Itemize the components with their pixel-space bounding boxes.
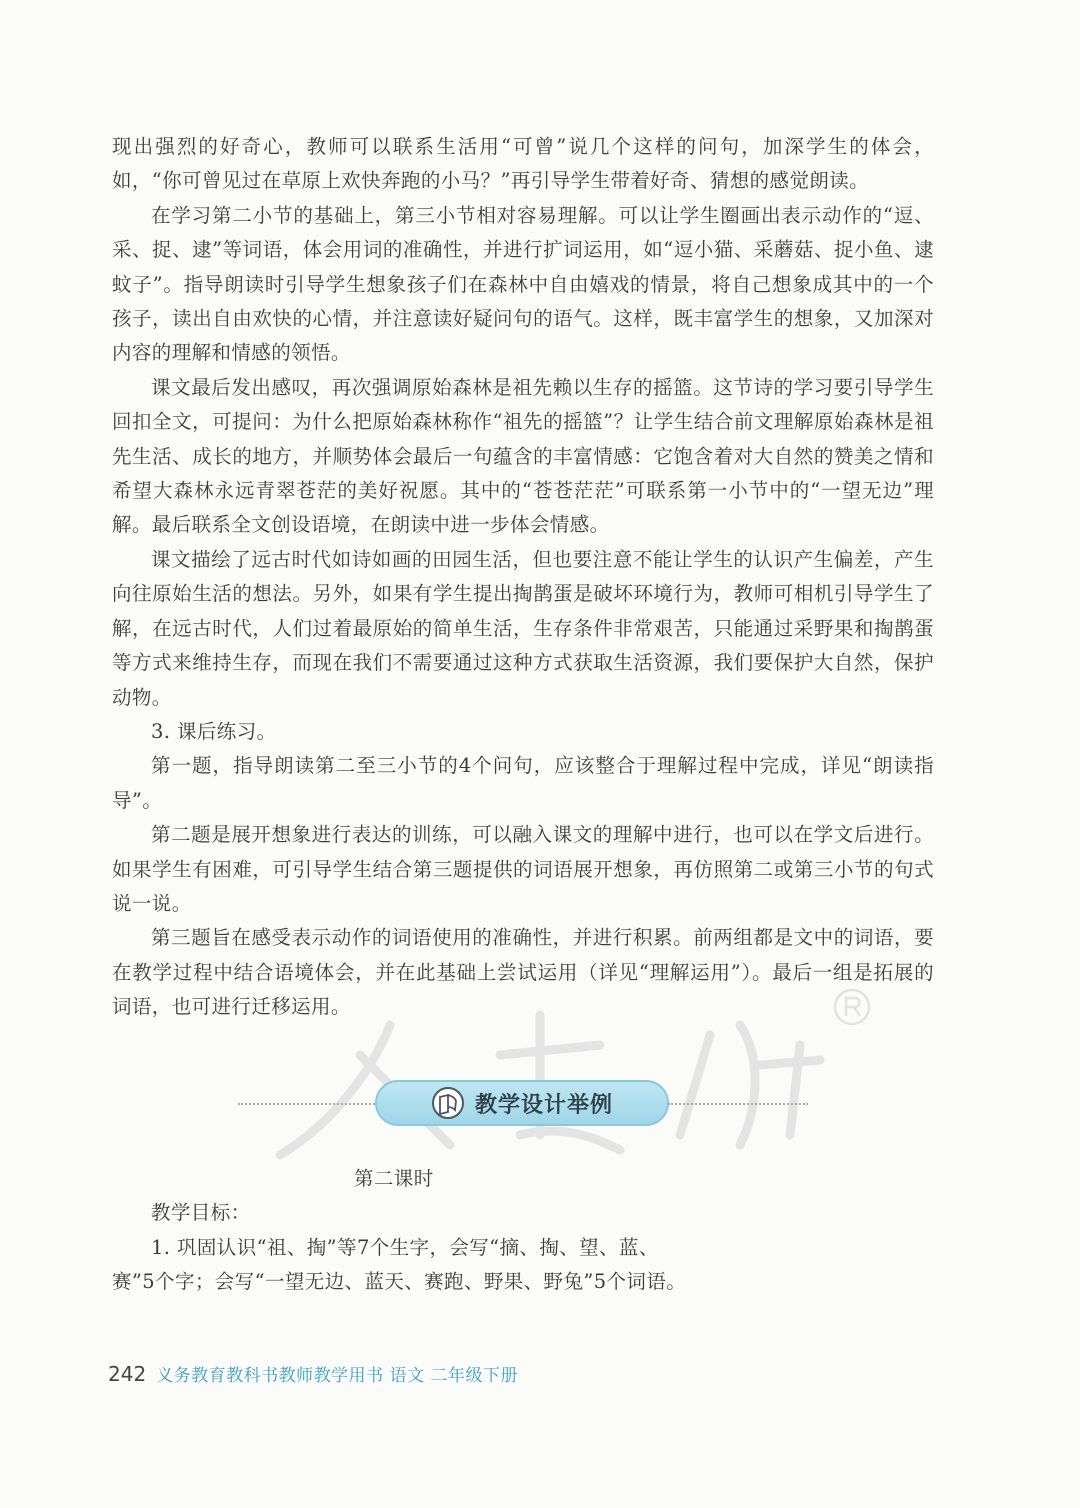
paragraph: 第二题是展开想象进行表达的训练，可以融入课文的理解中进行，也可以在学文后进行。如果学生有困难，可引导学生结合第三题提供的词语展开想象，再仿照第二或第三小节的句式说一说。 [112, 823, 934, 915]
paragraph: 3. 课后练习。 [151, 719, 277, 743]
section-header [238, 1078, 808, 1130]
lesson-plan [112, 1162, 692, 1300]
goal-item: 1. 巩固认识“祖、掏”等7个生字，会写“摘、掏、望、蓝、赛”5个字；会写“一望无边、蓝天、赛跑、野果、野兔”5个词语。 [112, 1235, 687, 1294]
paragraph: 在学习第二小节的基础上，第三小节相对容易理解。可以让学生圈画出表示动作的“逗、采、捉、逮”等词语，体会用词的准确性，并进行扩词运用，如“逗小猫、采蘑菇、捉小鱼、逮蚊子”。指导朗读时引导学生想象孩子们在森林中自由嬉戏的情景，将自己想象成其中的一个孩子，读出自由欢快的心情，并注意读好疑问句的语气。这样，既丰富学生的想象，又加深对内容的理解和情感的领悟。 [112, 203, 934, 365]
goals-heading: 教学目标： [151, 1201, 251, 1225]
paragraph: 第一题，指导朗读第二至三小节的4个问句，应该整合于理解过程中完成，详见“朗读指导”。 [112, 754, 934, 812]
page-footer [108, 1361, 518, 1391]
paragraph: 第三题旨在感受表示动作的词语使用的准确性，并进行积累。前两组都是文中的词语，要在教学过程中结合语境体会，并在此基础上尝试运用（详见“理解运用”）。最后一组是拓展的词语，也可进行迁移运用。 [112, 926, 934, 1019]
paragraph: 课文描绘了远古时代如诗如画的田园生活，但也要注意不能让学生的认识产生偏差，产生向往原始生活的想法。另外，如果有学生提出掏鹊蛋是破坏环境行为，教师可相机引导学生了解，在远古时代，人们过着最原始的简单生活，生存条件非常艰苦，只能通过采野果和掏鹊蛋等方式来维持生存，而现在我们不需要通过这种方式获取生活资源，我们要保护大自然，保护动物。 [112, 547, 934, 709]
dotted-divider-left [238, 1103, 378, 1105]
dotted-divider-right [668, 1103, 808, 1105]
book-title: 义务教育教科书教师教学用书 语文 二年级下册 [156, 1366, 518, 1386]
page-number: 242 [108, 1362, 147, 1386]
body-text [112, 130, 934, 1025]
book-page-icon [431, 1086, 465, 1120]
paragraph: 现出强烈的好奇心，教师可以联系生活用“可曾”说几个这样的问句，加深学生的体会，如，“你可曾见过在草原上欢快奔跑的小马？”再引导学生带着好奇、猜想的感觉朗读。 [112, 135, 934, 193]
paragraph: 课文最后发出感叹，再次强调原始森林是祖先赖以生存的摇篮。这节诗的学习要引导学生回扣全文，可提问：为什么把原始森林称作“祖先的摇篮”？让学生结合前文理解原始森林是祖先生活、成长的地方，并顺势体会最后一句蕴含的丰富情感：它饱含着对大自然的赞美之情和希望大森林永远青翠苍茫的美好祝愿。其中的“苍苍茫茫”可联系第一小节中的“一望无边”理解。最后联系全文创设语境，在朗读中进一步体会情感。 [112, 375, 934, 537]
lesson-period-title: 第二课时 [354, 1167, 434, 1190]
section-banner [375, 1080, 669, 1126]
section-title: 教学设计举例 [474, 1092, 613, 1118]
